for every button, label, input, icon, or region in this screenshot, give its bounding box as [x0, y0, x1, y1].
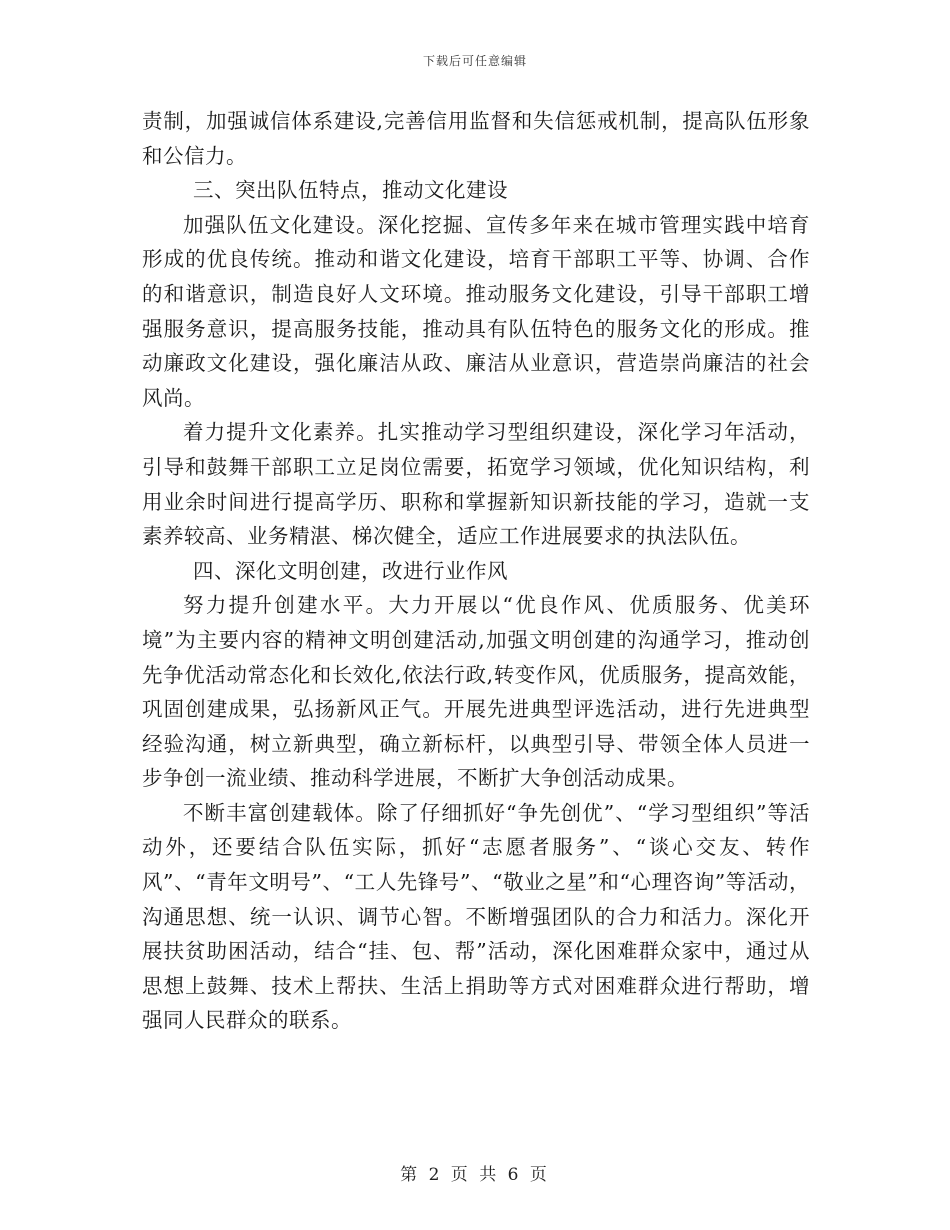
section-heading-4: 四、深化文明创建，改进行业作风 — [193, 558, 508, 583]
page-number-footer: 第 2 页 共 6 页 — [400, 1165, 550, 1185]
paragraph-creation-carriers: 不断丰富创建载体。除了仔细抓好“争先创优”、“学习型组织”等活动外，还要结合队伍实际，抓好“志愿者服务”、“谈心交友、转作风”、“青年文明号”、“工人先锋号”、“敬业之星”和“心理咨询”等活动，沟通思想、统一认识、调节心智。不断增强团队的合力和活力。深化开展扶贫助困活动，结合“挂、包、帮”活动，深化困难群众家中，通过从思想上鼓舞、技术上帮扶、生活上捐助等方式对困难群众进行帮助，增强同人民群众的联系。 — [142, 800, 810, 1033]
document-body — [142, 104, 810, 1038]
paragraph-cultural-literacy: 着力提升文化素养。扎实推动学习型组织建设，深化学习年活动，引导和鼓舞干部职工立足岗位需要，拓宽学习领域，优化知识结构，利用业余时间进行提高学历、职称和掌握新知识新技能的学习，造就一支素养较高、业务精湛、梯次健全，适应工作进展要求的执法队伍。 — [142, 420, 810, 549]
section-heading-3: 三、突出队伍特点，推动文化建设 — [193, 178, 508, 203]
page-header: 下载后可任意编辑 — [422, 54, 527, 68]
paragraph-continuation: 责制，加强诚信体系建设,完善信用监督和失信惩戒机制，提高队伍形象和公信力。 — [142, 109, 810, 168]
paragraph-team-culture: 加强队伍文化建设。深化挖掘、宣传多年来在城市管理实践中培育形成的优良传统。推动和谐文化建设，培育干部职工平等、协调、合作的和谐意识，制造良好人文环境。推动服务文化建设，引导干部职工增强服务意识，提高服务技能，推动具有队伍特色的服务文化的形成。推动廉政文化建设，强化廉洁从政、廉洁从业意识，营造崇尚廉洁的社会风尚。 — [142, 212, 810, 410]
paragraph-creation-level: 努力提升创建水平。大力开展以“优良作风、优质服务、优美环境”为主要内容的精神文明创建活动,加强文明创建的沟通学习，推动创先争优活动常态化和长效化,依法行政,转变作风，优质服务，提高效能，巩固创建成果，弘扬新风正气。开展先进典型评选活动，进行先进典型经验沟通，树立新典型，确立新标杆，以典型引导、带领全体人员进一步争创一流业绩、推动科学进展，不断扩大争创活动成果。 — [142, 593, 810, 791]
